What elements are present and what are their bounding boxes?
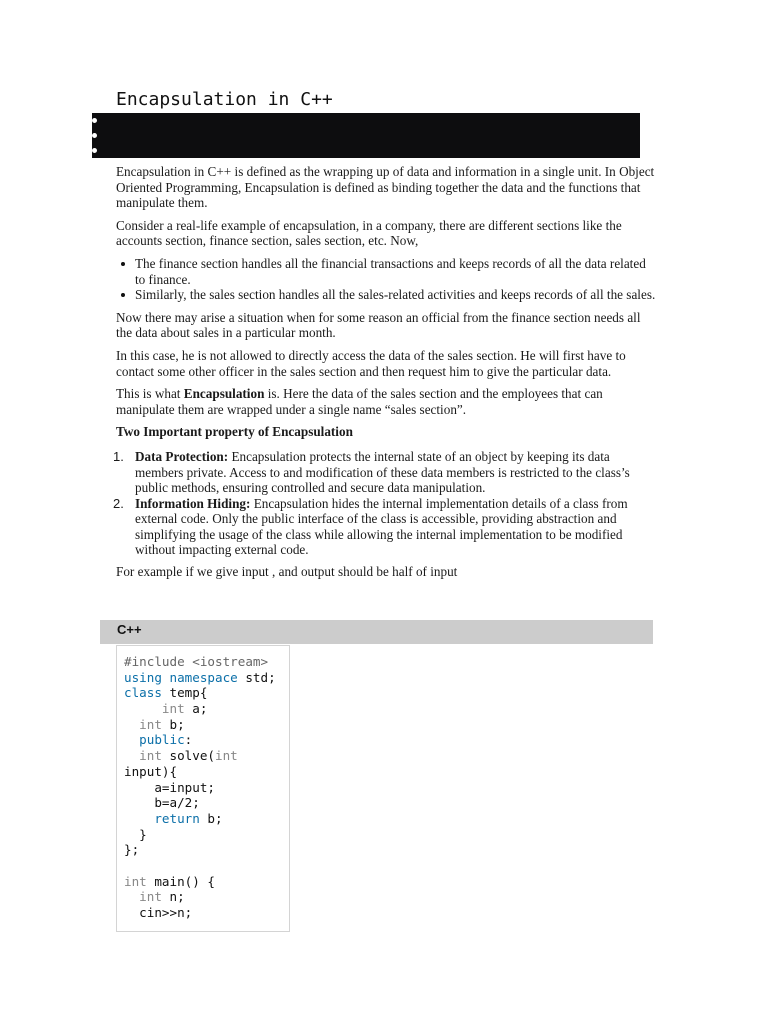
example-line: For example if we give input , and output should be half of input (116, 564, 458, 580)
code-token-type: int (215, 748, 238, 764)
code-token-type: int (139, 889, 162, 905)
code-line (124, 670, 289, 686)
code-line (124, 717, 289, 733)
code-token (162, 670, 170, 685)
code-token-type: int (124, 873, 147, 889)
intro-paragraph: Encapsulation in C++ is defined as the wrapping up of data and information in a single unit. In Object Oriented Programming, Encapsulation is defined as binding together the data and the functions that manipulate them. (116, 164, 655, 211)
code-token: a=input; (124, 779, 215, 795)
list-item (135, 449, 656, 496)
code-token: } (124, 826, 147, 842)
code-token (124, 732, 139, 747)
redacted-banner (92, 113, 640, 158)
list-item: Similarly, the sales section handles all the sales-related activities and keeps records of all the sales. (135, 287, 656, 303)
code-line (124, 827, 289, 843)
property-term: Data Protection: (135, 448, 229, 464)
code-line (124, 874, 289, 890)
code-token (124, 748, 139, 763)
bullet-dot-icon (92, 133, 97, 138)
code-token: b=a/2; (124, 795, 200, 811)
code-line (124, 654, 289, 670)
code-block (116, 645, 290, 932)
code-line (124, 732, 289, 748)
code-line (124, 764, 289, 780)
sections-list (116, 256, 656, 303)
definition-paragraph (116, 386, 656, 417)
property-term: Information Hiding: (135, 495, 251, 511)
code-token-kw: public (139, 732, 185, 748)
code-token: b; (161, 716, 185, 732)
code-token: main() { (146, 873, 215, 889)
code-token (124, 811, 154, 826)
page-title: Encapsulation in C++ (116, 89, 333, 110)
situation-paragraph: Now there may arise a situation when for some reason an official from the finance section needs all the data about sales in a particular month. (116, 309, 641, 341)
code-token-kw: namespace (169, 669, 238, 685)
example-intro-paragraph: Consider a real-life example of encapsulation, in a company, there are different sections like the accounts section, finance section, sales section, etc. Now, (116, 217, 622, 249)
code-token (124, 889, 139, 904)
property-text: Encapsulation hides the internal implementation details of a class from external code. Only the public interface of the class is accessible, providing abstraction and simplifying the usage of the class while allowing the internal implementation to be modified without impacting external code. (135, 495, 628, 558)
code-token: temp{ (161, 685, 208, 701)
property-heading: Two Important property of Encapsulation (116, 424, 353, 440)
code-line (124, 780, 289, 796)
code-token-type: int (139, 716, 162, 732)
code-token: : (184, 732, 193, 748)
code-token: input){ (124, 763, 178, 779)
case-paragraph: In this case, he is not allowed to directly access the data of the sales section. He will first have to contact some other officer in the sales section and then request him to give the particular data. (116, 347, 626, 379)
list-item (135, 496, 656, 558)
definition-term: Encapsulation (183, 386, 265, 402)
code-token: a; (184, 701, 208, 717)
code-token-kw: return (154, 810, 200, 826)
bullet-dot-icon (92, 148, 97, 153)
code-token: solve( (161, 748, 215, 764)
properties-list (116, 449, 656, 558)
code-token (124, 717, 139, 732)
code-token-kw: class (124, 685, 162, 701)
code-token: }; (124, 842, 140, 858)
article-body (116, 164, 656, 587)
code-token: cin>>n; (124, 905, 193, 920)
code-token: n; (161, 889, 185, 905)
code-token (124, 701, 162, 716)
code-line (124, 748, 289, 764)
code-line (124, 842, 289, 858)
definition-suffix: is. Here the data of the sales section and the employees that can manipulate them are wrapped under a single name “sales section”. (116, 386, 603, 417)
code-line (124, 795, 289, 811)
list-item: The finance section handles all the financial transactions and keeps records of all the data related to finance. (135, 256, 656, 287)
code-token: b; (199, 810, 223, 826)
code-token-kw: using (124, 669, 162, 685)
code-line (124, 858, 289, 874)
code-token-pp: #include <iostream> (124, 654, 269, 669)
property-text: Encapsulation protects the internal state of an object by keeping its data members private. Access to and modification of these data members is restricted to the class’s public methods, ensuring controlled and secure data manipulation. (135, 448, 630, 496)
code-line (124, 685, 289, 701)
definition-prefix: This is what (116, 386, 184, 402)
code-token-type: int (161, 701, 185, 717)
code-line (124, 905, 289, 921)
code-line (124, 811, 289, 827)
bullet-dot-icon (92, 118, 97, 123)
code-line (124, 889, 289, 905)
code-token-type: int (139, 748, 162, 764)
code-line (124, 701, 289, 717)
code-token: std; (237, 669, 276, 685)
code-language-tab[interactable]: C++ (100, 620, 653, 644)
